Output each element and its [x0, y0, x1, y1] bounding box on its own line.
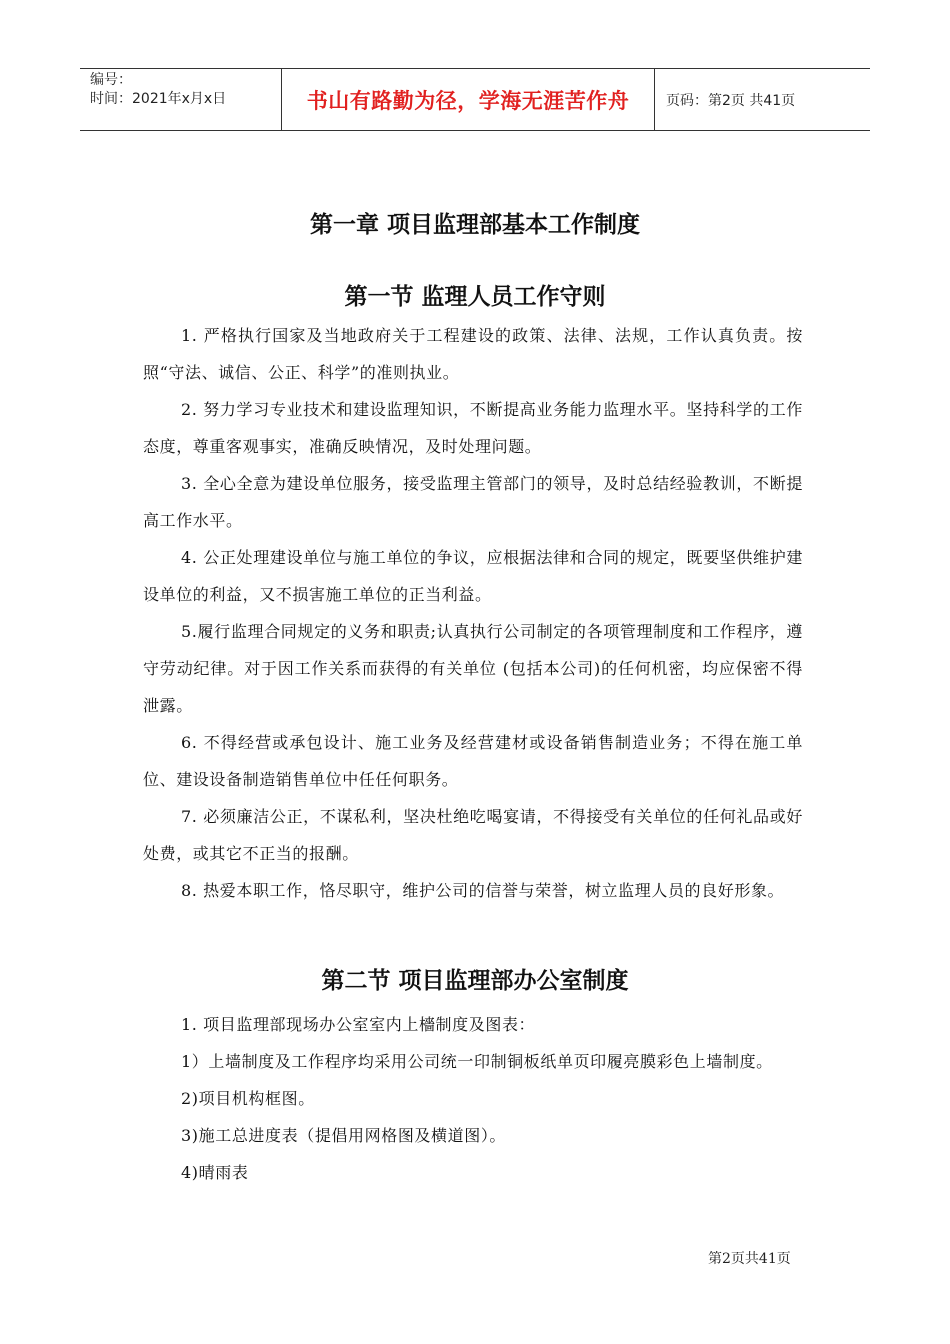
paragraph: 3)施工总进度表（提倡用网格图及横道图）。 [181, 1126, 507, 1145]
chapter-title: 第一章 项目监理部基本工作制度 [309, 212, 640, 238]
paragraph: 6. 不得经营或承包设计、施工业务及经营建材或设备销售制造业务；不得在施工单位、建设设备制造销售单位中任任何职务。 [143, 733, 803, 789]
header-divider [654, 69, 655, 130]
page-footer: 第2页共41页 [708, 1251, 791, 1267]
header-meta [90, 71, 226, 109]
header-page-code: 页码：第2页 共41页 [666, 92, 796, 109]
date-label: 时间：2021年x月x日 [90, 91, 227, 107]
paragraph: 4. 公正处理建设单位与施工单位的争议，应根据法律和合同的规定，既要坚供维护建设单位的利益，又不损害施工单位的正当利益。 [143, 548, 803, 604]
paragraph: 4)晴雨表 [181, 1163, 249, 1182]
section-title: 第二节 项目监理部办公室制度 [321, 968, 629, 994]
paragraph: 7. 必须廉洁公正，不谋私利，坚决杜绝吃喝宴请，不得接受有关单位的任何礼品或好处费，或其它不正当的报酬。 [143, 807, 803, 863]
paragraph: 3. 全心全意为建设单位服务，接受监理主管部门的领导，及时总结经验教训，不断提高工作水平。 [143, 474, 803, 530]
serial-label: 编号： [90, 72, 132, 88]
paragraph: 2. 努力学习专业技术和建设监理知识，不断提高业务能力监理水平。坚持科学的工作态度，尊重客观事实，准确反映情况，及时处理问题。 [143, 400, 803, 456]
paragraph: 1. 项目监理部现场办公室室内上檣制度及图表： [181, 1015, 536, 1034]
section-title: 第一节 监理人员工作守则 [344, 284, 606, 310]
section2-body [143, 1006, 803, 1191]
paragraph: 2)项目机构框图。 [181, 1089, 315, 1108]
paragraph: 1. 严格执行国家及当地政府关于工程建设的政策、法律、法规，工作认真负责。按照“守法、诚信、公正、科学”的准则执业。 [143, 326, 803, 382]
header-motto: 书山有路勤为径，学海无涯苦作舟 [306, 88, 630, 113]
paragraph: 1）上墙制度及工作程序均采用公司统一印制铜板纸单页印履亮膜彩色上墙制度。 [181, 1052, 773, 1071]
paragraph: 5.履行监理合同规定的义务和职责;认真执行公司制定的各项管理制度和工作程序，遵守劳动纪律。对于因工作关系而获得的有关单位 (包括本公司)的任何机密，均应保密不得泄露。 [143, 622, 803, 715]
page-header [80, 68, 870, 131]
paragraph: 8. 热爱本职工作，恪尽职守，维护公司的信誉与荣誉，树立监理人员的良好形象。 [181, 881, 785, 900]
section1-body [143, 317, 803, 909]
